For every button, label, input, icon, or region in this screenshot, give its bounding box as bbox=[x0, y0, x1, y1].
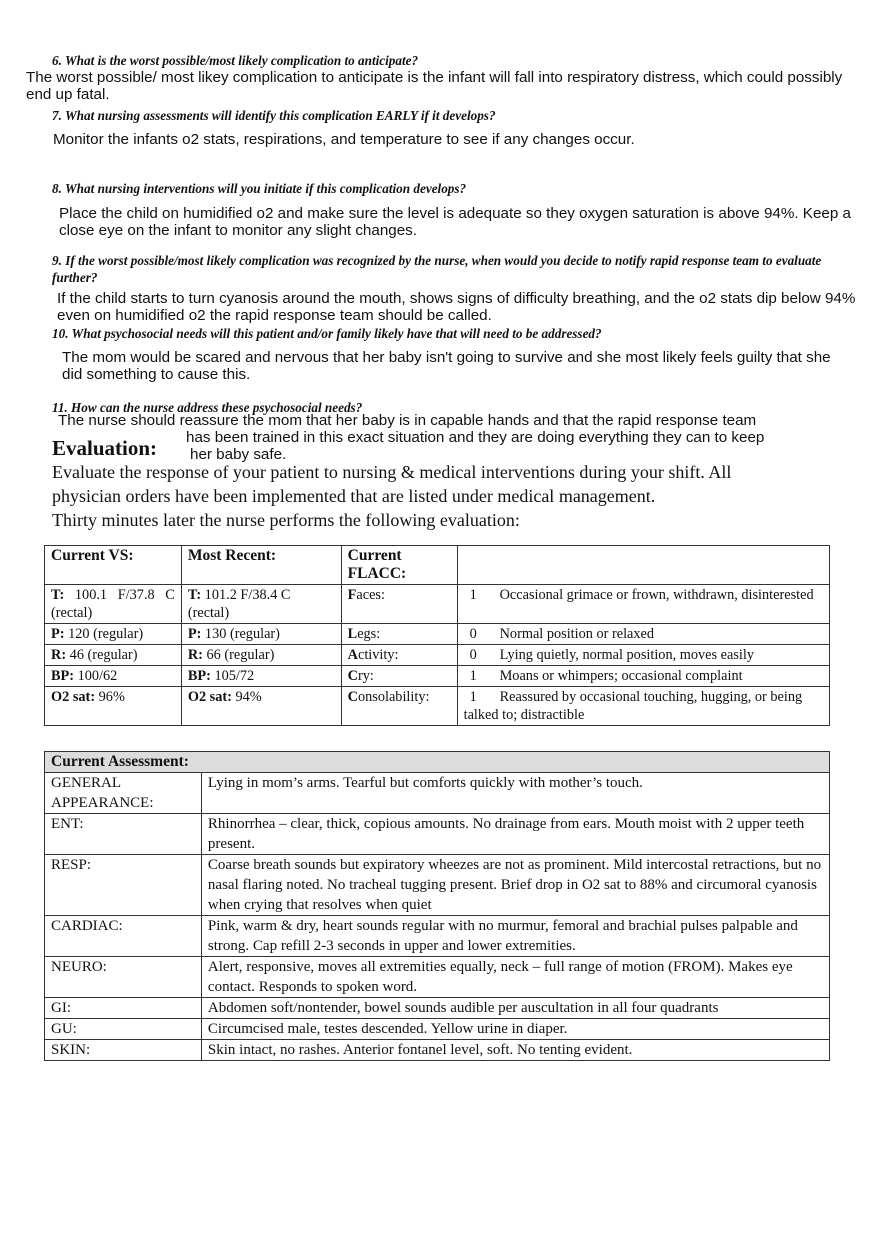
assessment-value-gu: Circumcised male, testes descended. Yellow urine in diaper. bbox=[201, 1019, 829, 1040]
recent-bp-cell bbox=[181, 666, 341, 687]
assessment-row-gu bbox=[45, 1019, 830, 1040]
flacc-legs-desc: Normal position or relaxed bbox=[499, 626, 655, 642]
recent-o2-cell bbox=[181, 687, 341, 726]
vitals-row-respirations bbox=[45, 645, 830, 666]
assessment-label-gu: GU: bbox=[45, 1019, 202, 1040]
assessment-label-general: GENERAL APPEARANCE: bbox=[45, 773, 202, 814]
assessment-label-cardiac: CARDIAC: bbox=[45, 916, 202, 957]
assessment-header-row bbox=[45, 752, 830, 773]
current-bp-label: BP: bbox=[51, 668, 75, 684]
assessment-row-neuro bbox=[45, 957, 830, 998]
question-7: 7. What nursing assessments will identify this complication EARLY if it develops? bbox=[52, 108, 496, 123]
assessment-value-gi: Abdomen soft/nontender, bowel sounds audible per auscultation in all four quadrants bbox=[201, 998, 829, 1019]
current-o2-label: O2 sat: bbox=[51, 689, 96, 705]
recent-resp-value: 66 (regular) bbox=[206, 647, 275, 663]
header-blank bbox=[457, 546, 829, 585]
recent-pulse-cell bbox=[181, 624, 341, 645]
vitals-row-temperature bbox=[45, 585, 830, 624]
flacc-consolability-score: 1 bbox=[469, 689, 477, 705]
current-bp-value: 100/62 bbox=[77, 668, 118, 684]
current-resp-cell bbox=[45, 645, 182, 666]
recent-bp-value: 105/72 bbox=[214, 668, 255, 684]
recent-pulse-value: 130 (regular) bbox=[204, 626, 280, 642]
answer-10: The mom would be scared and nervous that her baby isn't going to survive and she most likely feels guilty that she did something to cause this. bbox=[62, 349, 831, 383]
evaluation-heading: Evaluation: bbox=[52, 436, 158, 460]
assessment-label-resp: RESP: bbox=[45, 855, 202, 916]
vitals-row-blood-pressure bbox=[45, 666, 830, 687]
recent-o2-value: 94% bbox=[235, 689, 262, 705]
answer-11-line-2: has been trained in this exact situation and they are doing everything they can to keep bbox=[186, 429, 765, 446]
evaluation-line-1: Evaluate the response of your patient to nursing & medical interventions during your shift. All bbox=[52, 462, 732, 482]
assessment-value-neuro: Alert, responsive, moves all extremities equally, neck – full range of motion (FROM). Makes eye contact. Responds to spoken word. bbox=[201, 957, 829, 998]
answer-8: Place the child on humidified o2 and make sure the level is adequate so they oxygen saturation is above 94%. Keep a close eye on the infant to monitor any slight changes. bbox=[59, 205, 851, 239]
assessment-header: Current Assessment: bbox=[45, 752, 830, 773]
assessment-value-ent: Rhinorrhea – clear, thick, copious amounts. No drainage from ears. Mouth moist with 2 upper teeth present. bbox=[201, 814, 829, 855]
recent-pulse-label: P: bbox=[187, 626, 202, 642]
flacc-consolability-desc: Reassured by occasional touching, hugging, or being talked to; distractible bbox=[463, 689, 803, 723]
vitals-flacc-table bbox=[44, 545, 830, 726]
assessment-row-skin bbox=[45, 1040, 830, 1061]
answer-11-line-3: her baby safe. bbox=[190, 446, 287, 463]
flacc-legs-label: Legs: bbox=[341, 624, 457, 645]
flacc-cry-score: 1 bbox=[469, 668, 477, 684]
assessment-row-ent bbox=[45, 814, 830, 855]
answer-7: Monitor the infants o2 stats, respirations, and temperature to see if any changes occur. bbox=[53, 131, 635, 148]
current-pulse-label: P: bbox=[51, 626, 65, 642]
recent-bp-label: BP: bbox=[187, 668, 211, 684]
assessment-label-neuro: NEURO: bbox=[45, 957, 202, 998]
flacc-activity-score: 0 bbox=[469, 647, 477, 663]
current-assessment-table bbox=[44, 751, 830, 1061]
assessment-row-resp bbox=[45, 855, 830, 916]
question-9: 9. If the worst possible/most likely complication was recognized by the nurse, when would you decide to notify rapid response team to evaluate further? bbox=[52, 253, 822, 285]
assessment-row-gi bbox=[45, 998, 830, 1019]
recent-temp-value: 101.2 F/38.4 C (rectal) bbox=[187, 587, 291, 621]
evaluation-line-3: Thirty minutes later the nurse performs the following evaluation: bbox=[52, 510, 520, 530]
flacc-consolability-cell bbox=[457, 687, 829, 726]
current-o2-cell bbox=[45, 687, 182, 726]
current-resp-value: 46 (regular) bbox=[69, 647, 138, 663]
flacc-activity-desc: Lying quietly, normal position, moves easily bbox=[499, 647, 754, 663]
assessment-value-skin: Skin intact, no rashes. Anterior fontanel level, soft. No tenting evident. bbox=[201, 1040, 829, 1061]
assessment-label-skin: SKIN: bbox=[45, 1040, 202, 1061]
answer-6: The worst possible/ most likey complication to anticipate is the infant will fall into respiratory distress, which could possibly end up fatal. bbox=[26, 69, 843, 103]
flacc-legs-score: 0 bbox=[469, 626, 477, 642]
header-current-flacc: Current FLACC: bbox=[341, 546, 457, 585]
flacc-faces-cell bbox=[457, 585, 829, 624]
answer-11-line-1: The nurse should reassure the mom that her baby is in capable hands and that the rapid response team bbox=[58, 412, 757, 429]
header-current-vs: Current VS: bbox=[45, 546, 182, 585]
assessment-value-general: Lying in mom’s arms. Tearful but comforts quickly with mother’s touch. bbox=[201, 773, 829, 814]
question-11: 11. How can the nurse address these psychosocial needs? bbox=[52, 400, 363, 415]
flacc-cry-label: Cry: bbox=[341, 666, 457, 687]
recent-temp-label: T: bbox=[187, 587, 202, 603]
flacc-faces-desc: Occasional grimace or frown, withdrawn, disinterested bbox=[499, 587, 814, 603]
recent-resp-label: R: bbox=[187, 647, 203, 663]
flacc-activity-label: Activity: bbox=[341, 645, 457, 666]
question-6: 6. What is the worst possible/most likely complication to anticipate? bbox=[52, 53, 419, 68]
flacc-faces-score: 1 bbox=[469, 587, 477, 603]
evaluation-line-2: physician orders have been implemented that are listed under medical management. bbox=[52, 486, 656, 506]
recent-temp-cell bbox=[181, 585, 341, 624]
recent-o2-label: O2 sat: bbox=[187, 689, 232, 705]
assessment-label-gi: GI: bbox=[45, 998, 202, 1019]
vitals-header-row bbox=[45, 546, 830, 585]
current-bp-cell bbox=[45, 666, 182, 687]
recent-resp-cell bbox=[181, 645, 341, 666]
current-temp-cell bbox=[45, 585, 182, 624]
flacc-activity-cell bbox=[457, 645, 829, 666]
assessment-value-resp: Coarse breath sounds but expiratory wheezes are not as prominent. Mild intercostal retractions, but no nasal flaring noted. No tracheal tugging present. Brief drop in O2 sat to 88% and circumoral cyanosis when crying that resolves when quiet bbox=[201, 855, 829, 916]
current-temp-label: T: bbox=[51, 587, 65, 603]
answer-9: If the child starts to turn cyanosis around the mouth, shows signs of difficulty breathing, and the o2 stats dip below 94% even on humidified o2 the rapid response team should be called. bbox=[57, 290, 856, 324]
header-most-recent: Most Recent: bbox=[181, 546, 341, 585]
flacc-legs-cell bbox=[457, 624, 829, 645]
current-resp-label: R: bbox=[51, 647, 67, 663]
assessment-value-cardiac: Pink, warm & dry, heart sounds regular with no murmur, femoral and brachial pulses palpable and strong. Cap refill 2-3 seconds in upper and lower extremities. bbox=[201, 916, 829, 957]
vitals-row-pulse bbox=[45, 624, 830, 645]
assessment-label-ent: ENT: bbox=[45, 814, 202, 855]
current-pulse-cell bbox=[45, 624, 182, 645]
vitals-row-o2-sat bbox=[45, 687, 830, 726]
flacc-faces-label: Faces: bbox=[341, 585, 457, 624]
flacc-cry-cell bbox=[457, 666, 829, 687]
flacc-cry-desc: Moans or whimpers; occasional complaint bbox=[499, 668, 743, 684]
current-temp-value: 100.1 F/37.8 C (rectal) bbox=[51, 587, 175, 621]
question-8: 8. What nursing interventions will you initiate if this complication develops? bbox=[52, 181, 467, 196]
flacc-consolability-label: Consolability: bbox=[341, 687, 457, 726]
current-o2-value: 96% bbox=[98, 689, 125, 705]
assessment-row-cardiac bbox=[45, 916, 830, 957]
question-10: 10. What psychosocial needs will this patient and/or family likely have that will need to be addressed? bbox=[52, 326, 602, 341]
assessment-row-general bbox=[45, 773, 830, 814]
current-pulse-value: 120 (regular) bbox=[68, 626, 144, 642]
